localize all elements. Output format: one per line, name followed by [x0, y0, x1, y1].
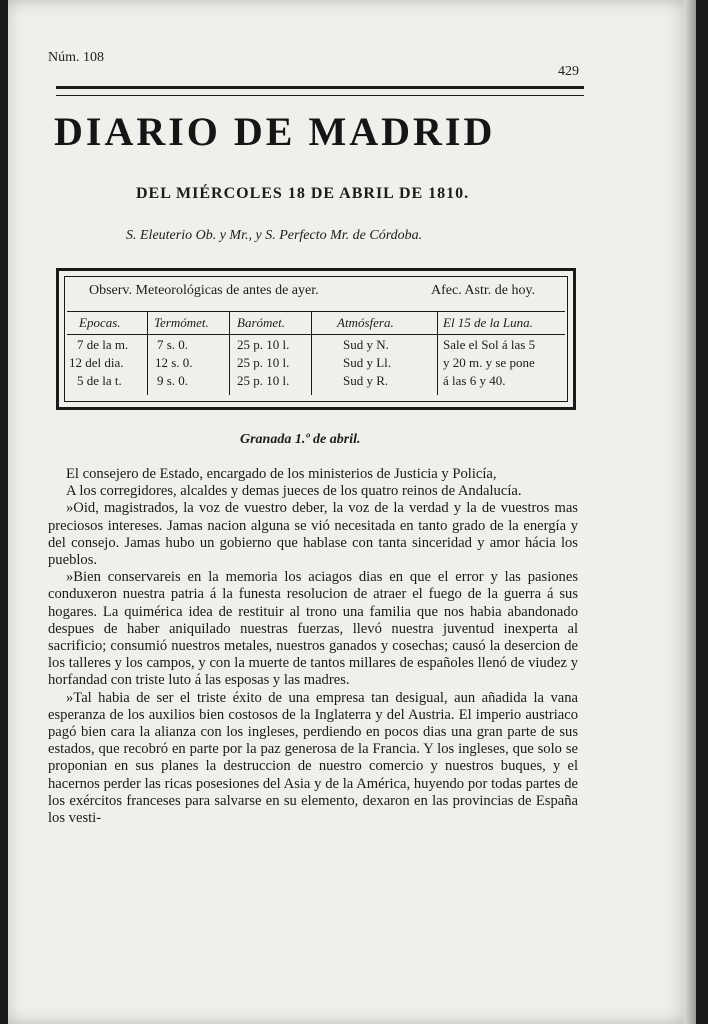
col-head-termometro: Termómet.	[154, 315, 209, 330]
astronomy-title: Afec. Astr. de hoy.	[431, 283, 536, 298]
article-paragraph: »Bien conservareis en la memoria los aciagos dias en que el error y las pasiones conduxeron nuestra patria á la funesta resolucion de atraer el fuego de la guerra á sus hogares. La quimérica idea de restituir al trono una familia que nos habia abandonado despues de haber aniquilado nuestras fuerzas, llevó nuestra juventud inexperta al sacrificio; consumió nuestros metales, nuestros ganados y cosechas; causó la desercion de los talleres y los campos, y con la muerte de tantos millares de españoles llenó de viudez y horfandad con triste luto á las esposas y las madres.	[48, 569, 578, 689]
page-number: 429	[558, 64, 579, 79]
astro-line: y 20 m. y se pone	[443, 355, 535, 370]
issue-number: Núm. 108	[48, 50, 104, 65]
box-divider	[67, 334, 565, 335]
saints-of-day: S. Eleuterio Ob. y Mr., y S. Perfecto Mr. de Córdoba.	[126, 228, 423, 243]
article-body	[48, 466, 578, 827]
article-paragraph: A los corregidores, alcaldes y demas jueces de los quatro reinos de Andalucía.	[66, 483, 522, 500]
astro-line: Sale el Sol á las 5	[443, 337, 536, 352]
column-divider	[437, 311, 438, 395]
article-paragraph: El consejero de Estado, encargado de los ministerios de Justicia y Policía,	[66, 466, 497, 482]
box-divider	[67, 311, 565, 312]
cell-epoca: 5 de la t.	[77, 373, 122, 388]
cell-atmosfera: Sud y N.	[343, 337, 389, 352]
column-divider	[229, 311, 230, 395]
cell-termometro: 12 s. 0.	[155, 355, 193, 370]
column-divider	[147, 311, 148, 395]
cell-termometro: 7 s. 0.	[157, 337, 189, 352]
article-paragraph: »Oid, magistrados, la voz de vuestro deber, la voz de la verdad y la de vuestros mas preciosos intereses. Jamas nacion alguna se vió necesitada en tanto grado de la energía y del consejo. Jamas hubo un gobierno que hablase con tanta sinceridad y amor hácia los pueblos.	[48, 500, 578, 569]
column-divider	[311, 311, 312, 395]
cell-atmosfera: Sud y R.	[343, 373, 389, 388]
cell-barometro: 25 p. 10 l.	[237, 337, 290, 352]
dateline: DEL MIÉRCOLES 18 DE ABRIL DE 1810.	[136, 185, 470, 202]
observations-title: Observ. Meteorológicas de antes de ayer.	[89, 283, 319, 298]
col-head-atmosfera: Atmósfera.	[337, 315, 394, 330]
cell-epoca: 7 de la m.	[77, 337, 129, 352]
article-dateline: Granada 1.º de abril.	[240, 432, 361, 447]
cell-atmosfera: Sud y Ll.	[343, 355, 392, 370]
cell-barometro: 25 p. 10 l.	[237, 373, 290, 388]
newspaper-page	[8, 0, 696, 1024]
cell-epoca: 12 del dia.	[69, 355, 124, 370]
cell-barometro: 25 p. 10 l.	[237, 355, 290, 370]
masthead-title: DIARIO DE MADRID	[54, 109, 496, 154]
col-head-epocas: Epocas.	[79, 315, 121, 330]
col-head-barometro: Barómet.	[237, 315, 286, 330]
page-edge-shadow	[684, 0, 696, 1024]
weather-observations-box	[56, 268, 576, 410]
col-head-luna: El 15 de la Luna.	[443, 315, 533, 330]
header-rule	[56, 86, 584, 96]
astro-line: á las 6 y 40.	[443, 373, 506, 388]
article-paragraph: »Tal habia de ser el triste éxito de una empresa tan desigual, aun añadida la vana esperanza de los auxilios bien costosos de la Inglaterra y del Austria. El imperio austriaco pagó bien cara la alianza con los ingleses, perdiendo en pocos dias una gran parte de sus estados, que recobró en parte por la paz generosa de la Francia. Y los ingleses, que solo se proponian en sus planes la destruccion de nuestro comercio y nuestros buques, y el hacernos perder las ricas posesiones del Asia y de la América, huyendo por todas partes de los exércitos franceses para salvarse en su elemento, dexaron en las provincias de España los vesti-	[48, 689, 578, 827]
cell-termometro: 9 s. 0.	[157, 373, 189, 388]
